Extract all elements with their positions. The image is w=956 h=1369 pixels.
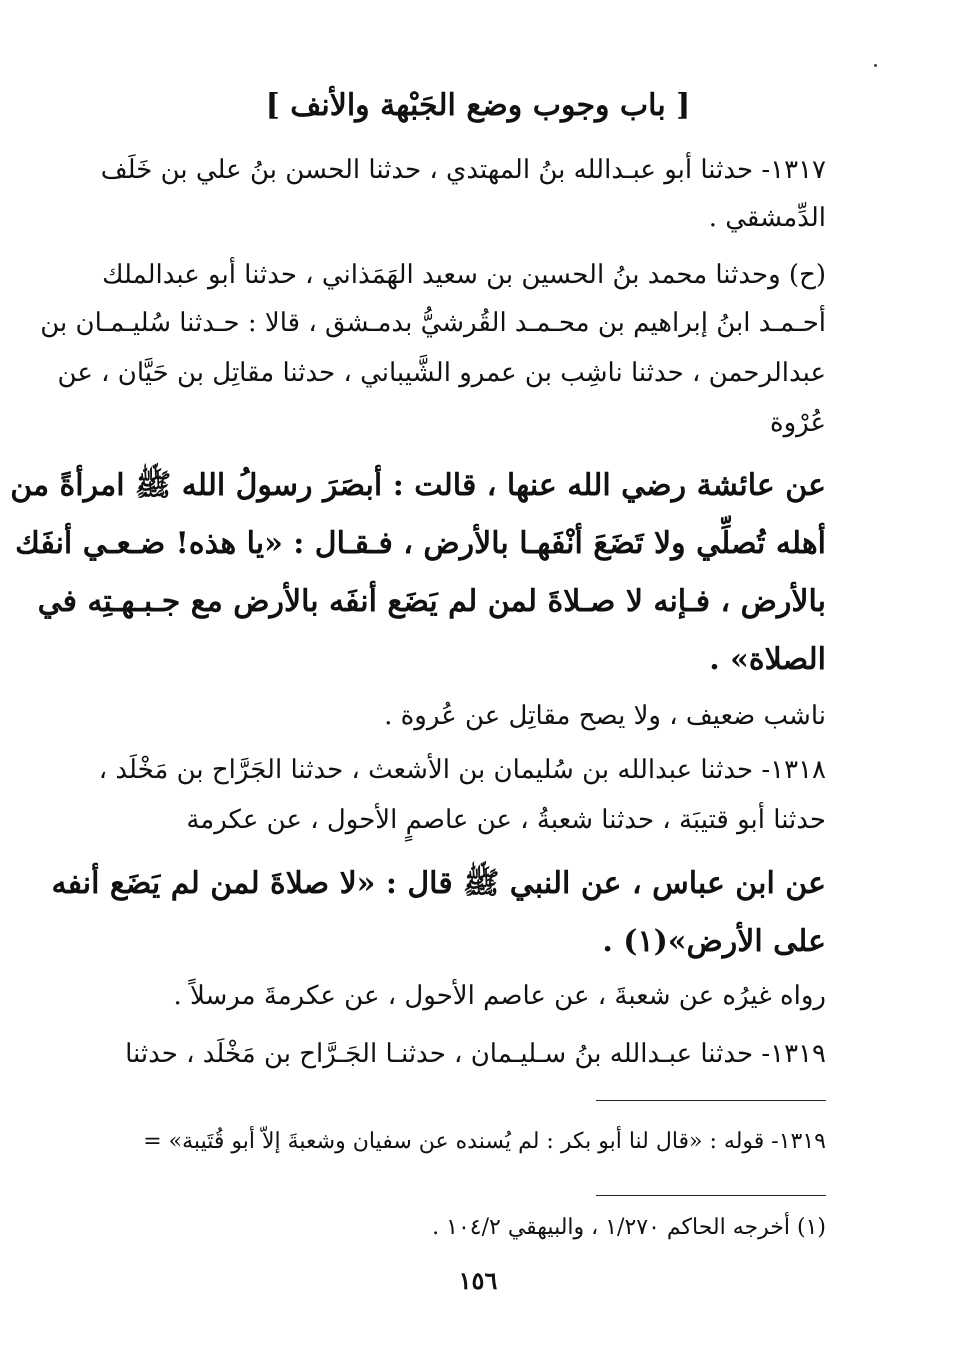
text-line: ١٣١٨- حدثنا عبدالله بن سُليمان بن الأشعث ، حدثنا الجَرَّاح بن مَخْلَد ،	[98, 755, 826, 785]
text-line: (ح) وحدثنا محمد بنُ الحسين بن سعيد الهَمَذاني ، حدثنا أبو عبدالملك	[102, 260, 826, 290]
chapter-heading: [ باب وجوب وضع الجَبْهة والأنف ]	[265, 88, 691, 123]
hadith-text-line: الصلاة» .	[709, 642, 826, 677]
footnote: (١) أخرجه الحاكم ١/٢٧٠ ، والبيهقي ١٠٤/٢ .	[432, 1215, 826, 1240]
text-line: أحـمـد ابنُ إبراهيم بن محـمـد القُرشيُّ بدمـشق ، قالا : حـدثنا سُليـمـان بن	[40, 308, 826, 338]
text-line: ١٣١٩- حدثنا عبـدالله بنُ سـليـمان ، حدثنـا الجَـرَّاح بن مَخْلَد ، حدثنا	[125, 1039, 826, 1069]
footnote-separator	[596, 1195, 826, 1196]
hadith-text-line: عن عائشة رضي الله عنها ، قالت : أبصَرَ رسولُ الله ﷺ امرأةً من	[10, 468, 826, 503]
text-line: الدِّمشقي .	[708, 203, 826, 233]
text-line: عُرْوة	[769, 408, 826, 438]
hadith-text-line: أهله تُصلِّي ولا تَضَعَ أنْفَهـا بالأرض ، فـقـال : «يا هذه! ضـعـي أنفَك	[15, 526, 826, 561]
text-line: عبدالرحمن ، حدثنا ناشِب بن عمرو الشَّيباني ، حدثنا مقاتِل بن حَيَّان ، عن	[57, 358, 826, 388]
text-line: رواه غيرُه عن شعبةَ ، عن عاصم الأحول ، عن عكرمةَ مرسلاً .	[173, 981, 826, 1011]
speck-mark	[874, 64, 877, 67]
commentary-note: ١٣١٩- قوله : «قال لنا أبو بكر : لم يُسنده عن سفيان وشعبةَ إلاّ أبو قُتَيبة» =	[143, 1129, 826, 1154]
text-line: ١٣١٧- حدثنا أبو عبـدالله بنُ المهتدي ، حدثنا الحسن بنُ علي بن خَلَف	[100, 155, 826, 185]
hadith-text-line: عن ابن عباس ، عن النبي ﷺ قال : «لا صلاةَ لمن لم يَضَع أنفه	[51, 866, 826, 901]
text-line: حدثنا أبو قتيبَة ، حدثنا شعبةُ ، عن عاصمٍ الأحول ، عن عكرمة	[186, 805, 826, 835]
hadith-text-line: بالأرض ، فـإنه لا صـلاةَ لمن لم يَضَع أنفَه بالأرض مع جـبـهـتِه في	[37, 584, 826, 619]
text-line: ناشب ضعيف ، ولا يصح مقاتِل عن عُروة .	[384, 701, 826, 731]
footnote-separator	[596, 1100, 826, 1101]
page-number: ١٥٦	[458, 1266, 498, 1295]
hadith-text-line: على الأرض»(١) .	[602, 924, 826, 959]
